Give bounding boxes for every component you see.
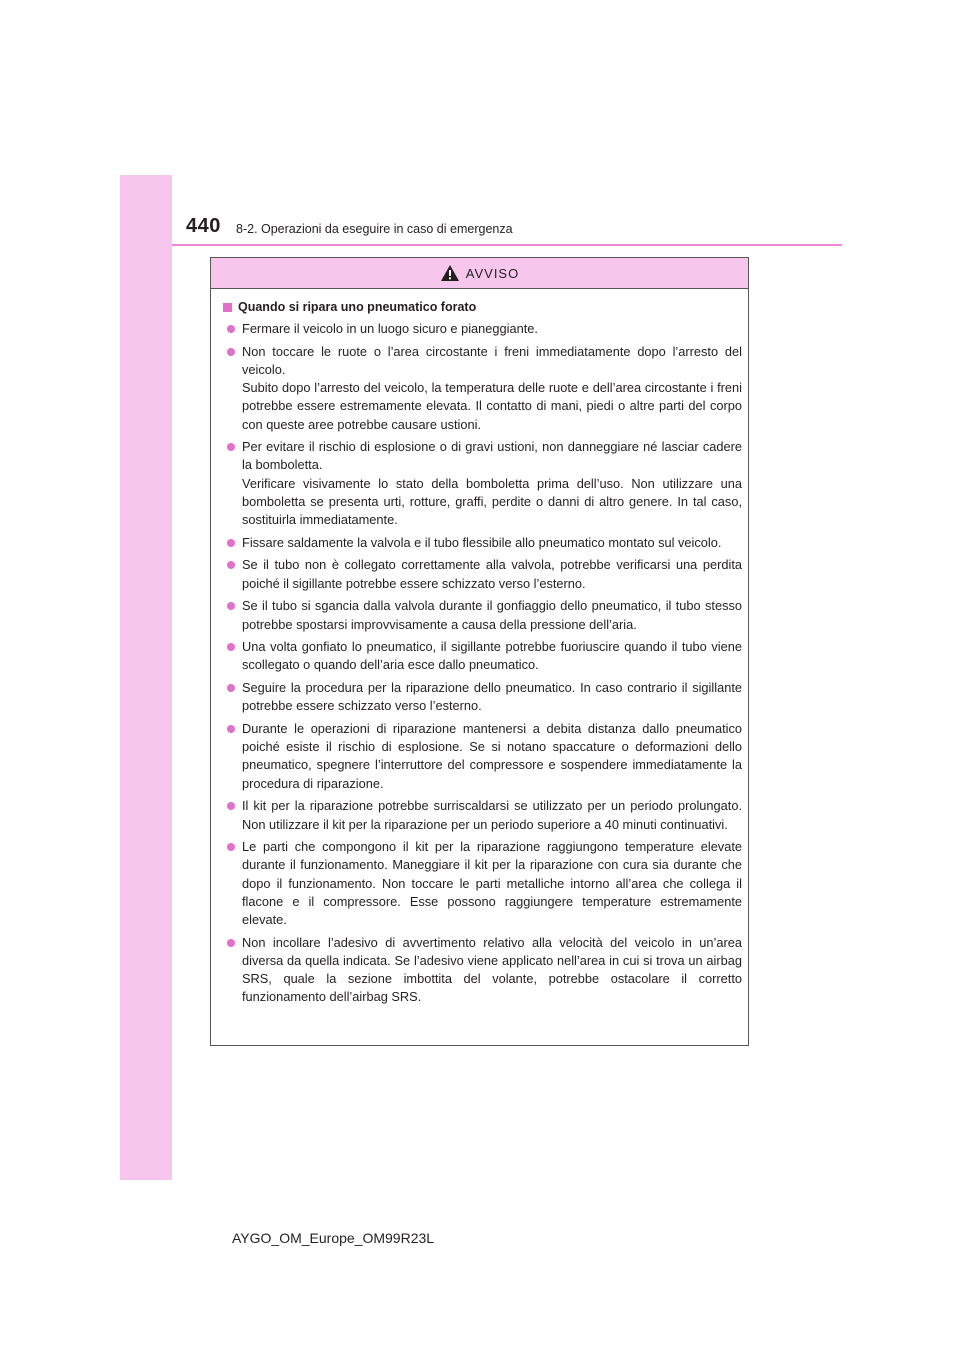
warning-item-paragraph: Fissare saldamente la valvola e il tubo flessibile allo pneumatico montato sul veicolo. (242, 534, 722, 550)
warning-list-item (223, 343, 742, 434)
bullet-dot-icon (227, 939, 235, 947)
warning-list-item (223, 934, 742, 1007)
bullet-dot-icon (227, 539, 235, 547)
warning-list-item (223, 838, 742, 929)
warning-item-text (242, 320, 742, 338)
warning-item-paragraph: Non incollare l’adesivo di avvertimento relativo alla velocità del veicolo in un’area diversa da quella indicata. Se l’adesivo viene applicato nell’area in cui si trova un airbag SRS, quale la sezione imbottita del volante, potrebbe ostacolare il corretto funzionamento dell’airbag SRS. (242, 934, 742, 1005)
page-number: 440 (186, 215, 221, 237)
warning-item-paragraph: Se il tubo non è collegato correttamente alla valvola, potrebbe verificarsi una perdita poiché il sigillante potrebbe essere schizzato verso l’esterno. (242, 557, 742, 591)
bullet-dot-icon (227, 684, 235, 692)
warning-item-text (242, 638, 742, 674)
warning-item-paragraph: Per evitare il rischio di esplosione o di gravi ustioni, non danneggiare né lasciar cadere la bomboletta. (242, 439, 742, 473)
warning-item-text (242, 797, 742, 833)
warning-item-paragraph: Durante le operazioni di riparazione mantenersi a debita distanza dallo pneumatico poiché esiste il rischio di esplosione. Se si notano spaccature o deformazioni dello pneumatico, spegnere l’interruttore del compressore e sospendere immediatamente la procedura di riparazione. (242, 721, 742, 791)
section-title: 8-2. Operazioni da eseguire in caso di emergenza (236, 222, 513, 236)
header-rule (172, 244, 842, 246)
warning-item-paragraph: Subito dopo l’arresto del veicolo, la temperatura delle ruote e dell’area circostante i freni potrebbe essere estremamente elevata. Il contatto di mani, piedi o altre parti del corpo con queste aree potrebbe causare ustioni. (242, 380, 742, 432)
bullet-dot-icon (227, 843, 235, 851)
warning-list-item (223, 679, 742, 715)
warning-item-text (242, 720, 742, 793)
warning-title: AVVISO (465, 265, 520, 281)
warning-item-paragraph: Il kit per la riparazione potrebbe surriscaldarsi se utilizzato per un periodo prolungato. Non utilizzare il kit per la riparazione per un periodo superiore a 40 minuti continuativi. (242, 798, 742, 832)
warning-item-paragraph: Fermare il veicolo in un luogo sicuro e pianeggiante. (242, 321, 538, 336)
warning-item-paragraph: Non toccare le ruote o l’area circostante i freni immediatamente dopo l’arresto del veicolo. (242, 343, 742, 377)
warning-item-text (242, 838, 742, 929)
warning-subheading-text: Quando si ripara uno pneumatico forato (238, 300, 477, 314)
warning-list-item (223, 720, 742, 793)
warning-item-text (242, 934, 742, 1007)
warning-triangle-icon (440, 264, 460, 282)
warning-item-paragraph: Una volta gonfiato lo pneumatico, il sigillante potrebbe fuoriuscire quando il tubo viene scollegato o quando dell’aria esce dallo pneumatico. (242, 639, 742, 673)
warning-header (211, 258, 748, 289)
warning-item-paragraph: Verificare visivamente lo stato della bomboletta prima dell’uso. Non utilizzare una bomboletta se presenta urti, rotture, graffi, perdite o danni di altro genere. In tal caso, sostituirla immediatamente. (242, 475, 742, 528)
warning-list-item (223, 797, 742, 833)
bullet-dot-icon (227, 725, 235, 733)
warning-item-text (242, 597, 742, 633)
square-bullet-icon (223, 303, 232, 312)
warning-list-item (223, 438, 742, 529)
warning-item-text (242, 438, 742, 529)
warning-subheading (223, 300, 742, 314)
warning-list-item (223, 638, 742, 674)
warning-item-text (242, 534, 742, 552)
warning-item-paragraph: Le parti che compongono il kit per la riparazione raggiungono temperature elevate durante il funzionamento. Maneggiare il kit per la riparazione con cura sia durante che dopo il funzionamento. Non toccare le parti metalliche intorno all’area che collega il flacone e il compressore. Esse possono raggiungere temperature estremamente elevate. (242, 839, 742, 928)
warning-list-item (223, 534, 742, 552)
warning-list-item (223, 597, 742, 633)
warning-item-list (223, 320, 742, 1007)
warning-item-paragraph: Se il tubo si sgancia dalla valvola durante il gonfiaggio dello pneumatico, il tubo stesso potrebbe spostarsi improvvisamente a causa della pressione dell’aria. (242, 598, 742, 632)
bullet-dot-icon (227, 561, 235, 569)
warning-item-text (242, 679, 742, 715)
warning-list-item (223, 556, 742, 592)
bullet-dot-icon (227, 325, 235, 333)
bullet-dot-icon (227, 443, 235, 451)
document-code: AYGO_OM_Europe_OM99R23L (232, 1230, 435, 1246)
warning-box (210, 257, 749, 1046)
warning-body (211, 289, 748, 1007)
warning-item-text (242, 556, 742, 592)
bullet-dot-icon (227, 802, 235, 810)
bullet-dot-icon (227, 602, 235, 610)
side-tab-band (120, 175, 172, 1180)
warning-item-text (242, 343, 742, 434)
warning-list-item (223, 320, 742, 338)
bullet-dot-icon (227, 643, 235, 651)
bullet-dot-icon (227, 348, 235, 356)
warning-item-paragraph: Seguire la procedura per la riparazione dello pneumatico. In caso contrario il sigillante potrebbe essere schizzato verso l’esterno. (242, 680, 742, 714)
